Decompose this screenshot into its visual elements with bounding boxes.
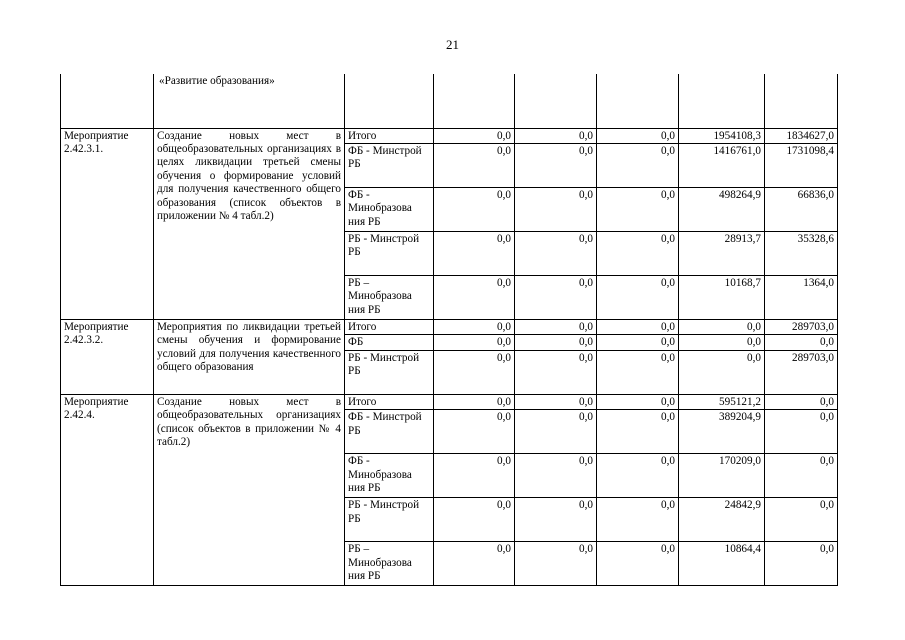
- funding-source: РБ – Минобразова ния РБ: [345, 275, 434, 319]
- amount-cell: 0,0: [597, 319, 679, 334]
- event-id: Мероприятие 2.42.3.1.: [61, 128, 154, 319]
- amount-cell: 1954108,3: [679, 128, 765, 143]
- amount-cell: 28913,7: [679, 231, 765, 275]
- amount-cell: 0,0: [515, 319, 597, 334]
- amount-cell: 0,0: [515, 128, 597, 143]
- table-cell: [515, 74, 597, 128]
- amount-cell: 0,0: [434, 498, 515, 542]
- amount-cell: 0,0: [597, 187, 679, 231]
- amount-cell: 0,0: [597, 275, 679, 319]
- amount-cell: 10864,4: [679, 542, 765, 586]
- amount-cell: 24842,9: [679, 498, 765, 542]
- amount-cell: 1731098,4: [765, 143, 838, 187]
- page-number: 21: [446, 37, 459, 52]
- funding-source: ФБ - Минстрой РБ: [345, 410, 434, 454]
- amount-cell: 0,0: [765, 498, 838, 542]
- amount-cell: 0,0: [679, 350, 765, 394]
- amount-cell: 0,0: [434, 335, 515, 350]
- amount-cell: 0,0: [597, 498, 679, 542]
- amount-cell: 0,0: [515, 410, 597, 454]
- amount-cell: 1364,0: [765, 275, 838, 319]
- amount-cell: 66836,0: [765, 187, 838, 231]
- amount-cell: 0,0: [515, 231, 597, 275]
- table-row: [61, 128, 838, 143]
- amount-cell: 0,0: [597, 143, 679, 187]
- funding-source: ФБ - Минобразова ния РБ: [345, 187, 434, 231]
- amount-cell: 0,0: [434, 275, 515, 319]
- amount-cell: 0,0: [434, 187, 515, 231]
- budget-table: [60, 74, 838, 586]
- funding-source: ФБ - Минстрой РБ: [345, 143, 434, 187]
- funding-source: РБ - Минстрой РБ: [345, 350, 434, 394]
- table-cell: [765, 74, 838, 128]
- amount-cell: 0,0: [765, 410, 838, 454]
- amount-cell: 0,0: [434, 128, 515, 143]
- funding-source: РБ - Минстрой РБ: [345, 231, 434, 275]
- amount-cell: 0,0: [515, 454, 597, 498]
- amount-cell: 0,0: [515, 394, 597, 409]
- amount-cell: 0,0: [515, 187, 597, 231]
- amount-cell: 498264,9: [679, 187, 765, 231]
- amount-cell: 0,0: [679, 319, 765, 334]
- amount-cell: 0,0: [597, 128, 679, 143]
- amount-cell: 595121,2: [679, 394, 765, 409]
- event-description: Создание новых мест в общеобразовательных организациях (список объектов в приложении № 4 табл.2): [154, 394, 345, 585]
- amount-cell: 0,0: [765, 542, 838, 586]
- amount-cell: 0,0: [434, 143, 515, 187]
- event-description: Мероприятия по ликвидации третьей смены обучения и формирование условий для получения качественного общего образования: [154, 319, 345, 394]
- amount-cell: 0,0: [597, 231, 679, 275]
- table-row: [61, 394, 838, 409]
- table-cell: [345, 74, 434, 128]
- amount-cell: 0,0: [597, 410, 679, 454]
- amount-cell: 0,0: [515, 498, 597, 542]
- amount-cell: 0,0: [434, 454, 515, 498]
- funding-source: ФБ - Минобразова ния РБ: [345, 454, 434, 498]
- amount-cell: 0,0: [515, 542, 597, 586]
- amount-cell: 170209,0: [679, 454, 765, 498]
- funding-source: РБ - Минстрой РБ: [345, 498, 434, 542]
- amount-cell: 35328,6: [765, 231, 838, 275]
- event-id: Мероприятие 2.42.4.: [61, 394, 154, 585]
- amount-cell: 0,0: [679, 335, 765, 350]
- amount-cell: 289703,0: [765, 319, 838, 334]
- table-cell: [597, 74, 679, 128]
- funding-source: Итого: [345, 319, 434, 334]
- amount-cell: 1416761,0: [679, 143, 765, 187]
- funding-source: ФБ: [345, 335, 434, 350]
- amount-cell: 0,0: [434, 542, 515, 586]
- amount-cell: 10168,7: [679, 275, 765, 319]
- amount-cell: 1834627,0: [765, 128, 838, 143]
- event-id: Мероприятие 2.42.3.2.: [61, 319, 154, 394]
- amount-cell: 289703,0: [765, 350, 838, 394]
- funding-source: РБ – Минобразова ния РБ: [345, 542, 434, 586]
- continuation-row: [61, 74, 838, 128]
- amount-cell: 0,0: [597, 454, 679, 498]
- table-cell: [434, 74, 515, 128]
- table-row: [61, 319, 838, 334]
- amount-cell: 0,0: [434, 231, 515, 275]
- amount-cell: 389204,9: [679, 410, 765, 454]
- amount-cell: 0,0: [765, 394, 838, 409]
- amount-cell: 0,0: [434, 319, 515, 334]
- continuation-description: «Развитие образования»: [154, 74, 345, 128]
- event-description: Создание новых мест в общеобразовательных организациях в целях ликвидации третьей смены обучения о формирование условий для получения качественного общего образования (список объектов в приложении № 4 табл.2): [154, 128, 345, 319]
- amount-cell: 0,0: [597, 542, 679, 586]
- amount-cell: 0,0: [597, 394, 679, 409]
- amount-cell: 0,0: [515, 143, 597, 187]
- amount-cell: 0,0: [434, 394, 515, 409]
- amount-cell: 0,0: [765, 335, 838, 350]
- amount-cell: 0,0: [597, 335, 679, 350]
- amount-cell: 0,0: [765, 454, 838, 498]
- amount-cell: 0,0: [434, 350, 515, 394]
- amount-cell: 0,0: [597, 350, 679, 394]
- funding-source: Итого: [345, 128, 434, 143]
- table-cell: [61, 74, 154, 128]
- funding-source: Итого: [345, 394, 434, 409]
- table-cell: [679, 74, 765, 128]
- amount-cell: 0,0: [515, 335, 597, 350]
- amount-cell: 0,0: [515, 350, 597, 394]
- amount-cell: 0,0: [515, 275, 597, 319]
- amount-cell: 0,0: [434, 410, 515, 454]
